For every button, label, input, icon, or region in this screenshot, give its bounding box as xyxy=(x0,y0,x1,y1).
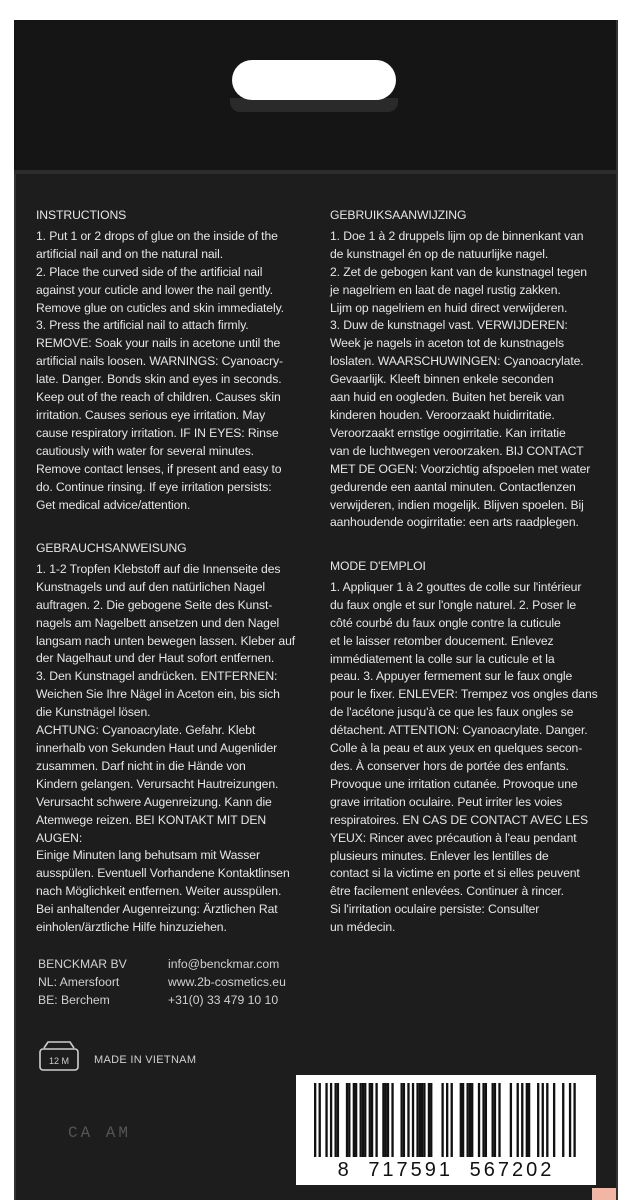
text-line: zusammen. Darf nicht in die Hände von xyxy=(36,758,246,773)
barcode-bar xyxy=(419,1083,421,1157)
text-line: langsam nach unten bewegen lassen. Kleber auf xyxy=(36,633,296,648)
text-line: Lijm op nagelriem en huid direct verwijderen. xyxy=(330,300,568,315)
barcode-first-digit: 8 xyxy=(337,1159,352,1181)
barcode-bar xyxy=(428,1083,430,1157)
text-line: ausspülen. Eventuell Vorhandene Kontaktlinsen xyxy=(36,866,290,881)
text-line: 3. Den Kunstnagel andrücken. ENTFERNEN: xyxy=(36,669,278,684)
barcode-bar xyxy=(482,1083,484,1157)
text-line: do. Continue rinsing. If eye irritation persists: xyxy=(36,479,272,494)
barcode-number xyxy=(296,1159,596,1182)
text-line: verwijderen, indien mogelijk. Blijven spoelen. Bij xyxy=(330,497,584,512)
text-line: Bei anhaltender Augenreizung: Ärztlichen Rat xyxy=(36,902,278,917)
barcode-bar xyxy=(526,1083,528,1157)
text-line: Einige Minuten lang behutsam mit Wasser xyxy=(36,848,260,863)
text-line: contact si la victime en porte et si elles peuvent xyxy=(330,866,580,881)
text-line: 1. Doe 1 à 2 druppels lijm op de binnenkant van xyxy=(330,228,584,243)
text-line: einholen/ärztliche Hilfe hinzuziehen. xyxy=(36,920,227,935)
barcode-bar xyxy=(446,1083,448,1157)
text-line: 2. Place the curved side of the artificial nail xyxy=(36,264,263,279)
barcode-left-group: 717591 xyxy=(368,1159,454,1181)
barcode-bar xyxy=(569,1083,571,1157)
text-line: nach Möglichkeit entfernen. Weiter ausspülen. xyxy=(36,884,282,899)
text-line: against your cuticle and lower the nail gently. xyxy=(36,282,273,297)
company-phone: +31(0) 33 479 10 10 xyxy=(168,993,279,1007)
barcode-bar xyxy=(319,1083,321,1157)
hang-hole xyxy=(232,60,396,100)
pink-flap-edge xyxy=(592,1188,616,1200)
barcode-right-group: 567202 xyxy=(469,1159,555,1181)
text-line: Remove contact lenses, if present and easy to xyxy=(36,461,282,476)
barcode-bar xyxy=(441,1083,443,1157)
instructions-heading-de: GEBRAUCHSANWEISUNG xyxy=(36,541,187,555)
text-line: innerhalb von Sekunden Haut und Augenlider xyxy=(36,740,278,755)
barcode-bar xyxy=(451,1083,453,1157)
fold-line xyxy=(14,170,616,174)
barcode-bar xyxy=(553,1083,555,1157)
text-line: Verursacht schwere Augenreizung. Kann die xyxy=(36,794,272,809)
text-line: Veroorzaakt ernstige oogirritatie. Kan irritatie xyxy=(330,425,566,440)
barcode-bar xyxy=(407,1083,409,1157)
text-line: plusieurs minutes. Enlever les lentilles de xyxy=(330,848,549,863)
barcode-bar xyxy=(360,1083,362,1157)
company-email: info@benckmar.com xyxy=(168,957,280,971)
barcode-bar xyxy=(466,1083,468,1157)
text-line: des. À conserver hors de portée des enfants. xyxy=(330,758,569,773)
barcode-bar xyxy=(528,1083,530,1157)
text-line: REMOVE: Soak your nails in acetone until the xyxy=(36,336,281,351)
barcode-bar xyxy=(421,1083,423,1157)
barcode-bar xyxy=(573,1083,575,1157)
text-line: de kunstnagel én op de natuurlijke nagel. xyxy=(330,246,549,261)
company-contact xyxy=(168,955,286,1009)
barcode-bar xyxy=(375,1083,377,1157)
text-line: 3. Duw de kunstnagel vast. VERWIJDEREN: xyxy=(330,318,568,333)
barcode-bar xyxy=(325,1083,327,1157)
text-line: du faux ongle et sur l'ongle naturel. 2. Poser le xyxy=(330,597,577,612)
text-line: aanhoudende oogirritatie: een arts raadplegen. xyxy=(330,515,579,530)
text-line: détachent. ATTENTION: Cyanoacrylate. Danger. xyxy=(330,723,588,738)
text-line: Provoque une irritation cutanée. Provoque une xyxy=(330,776,578,791)
text-line: Colle à la peau et aux yeux en quelques secon- xyxy=(330,741,583,756)
text-line: 2. Zet de gebogen kant van de kunstnagel tegen xyxy=(330,264,587,279)
text-line: 3. Press the artificial nail to attach firmly. xyxy=(36,318,249,333)
text-line: 1. Put 1 or 2 drops of glue on the inside of the xyxy=(36,228,278,243)
barcode-bar xyxy=(460,1083,462,1157)
text-line: YEUX: Rincer avec précaution à l'eau pendant xyxy=(330,830,577,845)
barcode-bar xyxy=(412,1083,414,1157)
company-nl-location: NL: Amersfoort xyxy=(38,975,120,989)
barcode-bar xyxy=(369,1083,371,1157)
barcode-bar xyxy=(400,1083,402,1157)
text-line: Kindern gelangen. Verursacht Hautreizungen. xyxy=(36,776,279,791)
barcode-bar xyxy=(371,1083,373,1157)
company-address xyxy=(38,955,127,1009)
barcode-bar xyxy=(494,1083,496,1157)
text-line: MET DE OGEN: Voorzichtig afspoelen met water xyxy=(330,461,591,476)
barcode-bar xyxy=(498,1083,500,1157)
barcode-bar xyxy=(334,1083,336,1157)
text-line: auftragen. 2. Die gebogene Seite des Kunst- xyxy=(36,597,273,612)
text-line: Kunstnagels und auf den natürlichen Nagel xyxy=(36,579,265,594)
text-line: et le laisser retomber doucement. Enlevez xyxy=(330,633,554,648)
text-line: côté courbé du faux ongle contre la cuticule xyxy=(330,615,561,630)
text-line: gedurende een aantal minuten. Contactlenzen xyxy=(330,479,576,494)
barcode-bar xyxy=(478,1083,480,1157)
text-line: être facilement enlevées. Continuer à rincer. xyxy=(330,884,564,899)
text-line: artificial nails loosen. WARNINGS: Cyanoacry- xyxy=(36,354,283,369)
text-line: der Nagelhaut und der Haut sofort entfernen. xyxy=(36,651,275,666)
text-line: ACHTUNG: Cyanoacrylate. Gefahr. Klebt xyxy=(36,723,256,738)
barcode-bar xyxy=(353,1083,355,1157)
instructions-body-de xyxy=(36,561,306,937)
barcode-bar xyxy=(471,1083,473,1157)
barcode-bar xyxy=(391,1083,393,1157)
instructions-heading-fr: MODE D'EMPLOI xyxy=(330,559,426,573)
hang-hole-shadow xyxy=(230,98,398,112)
barcode-bar xyxy=(330,1083,332,1157)
barcode-bar xyxy=(462,1083,464,1157)
text-line: Get medical advice/attention. xyxy=(36,497,191,512)
barcode-bar xyxy=(346,1083,348,1157)
instructions-body-en xyxy=(36,228,304,515)
barcode-bar xyxy=(521,1083,523,1157)
text-line: de l'acétone jusqu'à ce que les faux ongles se xyxy=(330,705,574,720)
made-in-label: MADE IN VIETNAM xyxy=(94,1054,197,1066)
text-line: Gevaarlijk. Kleeft binnen enkele seconden xyxy=(330,372,554,387)
barcode-bar xyxy=(385,1083,387,1157)
text-line: kinderen houden. Veroorzaakt huidirritatie. xyxy=(330,407,555,422)
text-line: 1. 1-2 Tropfen Klebstoff auf die Innenseite des xyxy=(36,561,281,576)
text-line: 1. Appliquer 1 à 2 gouttes de colle sur l'intérieur xyxy=(330,579,582,594)
text-line: Si l'irritation oculaire persiste: Consulter xyxy=(330,902,540,917)
barcode-bar xyxy=(382,1083,384,1157)
text-line: Week je nagels in aceton tot de kunstnagels xyxy=(330,336,564,351)
instructions-german xyxy=(36,540,306,937)
barcode-bar xyxy=(510,1083,512,1157)
text-line: late. Danger. Bonds skin and eyes in seconds. xyxy=(36,372,282,387)
text-line: van de luchtwegen veroorzaken. BIJ CONTACT xyxy=(330,443,584,458)
instructions-heading-nl: GEBRUIKSAANWIJZING xyxy=(330,208,467,222)
instructions-french xyxy=(330,558,602,937)
text-line: Atemwege reizen. BEI KONTAKT MIT DEN AUGEN: xyxy=(36,812,267,845)
barcode-bar xyxy=(485,1083,487,1157)
text-line: Weichen Sie Ihre Nägel in Aceton ein, bis sich xyxy=(36,687,280,702)
barcode-bar xyxy=(403,1083,405,1157)
text-line: cautiously with water for several minutes. xyxy=(36,443,254,458)
barcode-bar xyxy=(314,1083,316,1157)
company-name: BENCKMAR BV xyxy=(38,957,127,971)
text-line: irritation. Causes serious eye irritation. May xyxy=(36,407,266,422)
barcode-bar xyxy=(517,1083,519,1157)
text-line: Remove glue on cuticles and skin immediately. xyxy=(36,300,284,315)
barcode-bar xyxy=(364,1083,366,1157)
text-line: artificial nail and on the natural nail. xyxy=(36,246,224,261)
barcode-bar xyxy=(469,1083,471,1157)
company-website: www.2b-cosmetics.eu xyxy=(168,975,286,989)
text-line: nagels am Nagelbett ansetzen und den Nagel xyxy=(36,615,280,630)
text-line: un médecin. xyxy=(330,920,396,935)
pao-label: 12 M xyxy=(48,1056,70,1066)
instructions-dutch xyxy=(330,207,600,532)
text-line: je nagelriem en laat de nagel rustig zakken. xyxy=(330,282,561,297)
barcode-bar xyxy=(546,1083,548,1157)
barcode-bar xyxy=(423,1083,425,1157)
text-line: loslaten. WAARSCHUWINGEN: Cyanoacrylate. xyxy=(330,354,584,369)
barcode-bars xyxy=(314,1083,578,1157)
text-line: cause respiratory irritation. IF IN EYES: Rinse xyxy=(36,425,279,440)
barcode-bar xyxy=(362,1083,364,1157)
barcode-bar xyxy=(416,1083,418,1157)
text-line: pour le fixer. ENLEVER: Trempez vos ongles dans xyxy=(330,687,598,702)
barcode-bar xyxy=(492,1083,494,1157)
barcode-bar xyxy=(542,1083,544,1157)
instructions-english xyxy=(36,207,304,514)
text-line: respiratoires. EN CAS DE CONTACT AVEC LES xyxy=(330,812,589,827)
barcode-bar xyxy=(348,1083,350,1157)
text-line: aan huid en oogleden. Buiten het bereik van xyxy=(330,390,565,405)
text-line: immédiatement la colle sur la cuticule et la xyxy=(330,651,555,666)
text-line: grave irritation oculaire. Peut irriter les voies xyxy=(330,794,563,809)
barcode xyxy=(296,1075,596,1185)
company-be-location: BE: Berchem xyxy=(38,993,110,1007)
barcode-bar xyxy=(430,1083,432,1157)
lot-code: CA AM xyxy=(68,1124,132,1142)
barcode-bar xyxy=(387,1083,389,1157)
barcode-bar xyxy=(355,1083,357,1157)
period-after-opening-icon xyxy=(38,1040,80,1072)
instructions-body-nl xyxy=(330,228,600,532)
text-line: die Kunstnägel lösen. xyxy=(36,705,151,720)
text-line: Keep out of the reach of children. Causes skin xyxy=(36,390,281,405)
barcode-bar xyxy=(562,1083,564,1157)
barcode-bar xyxy=(537,1083,539,1157)
text-line: peau. 3. Appuyer fermement sur le faux ongle xyxy=(330,669,573,684)
instructions-heading-en: INSTRUCTIONS xyxy=(36,208,127,222)
barcode-bar xyxy=(337,1083,339,1157)
instructions-body-fr xyxy=(330,579,602,937)
